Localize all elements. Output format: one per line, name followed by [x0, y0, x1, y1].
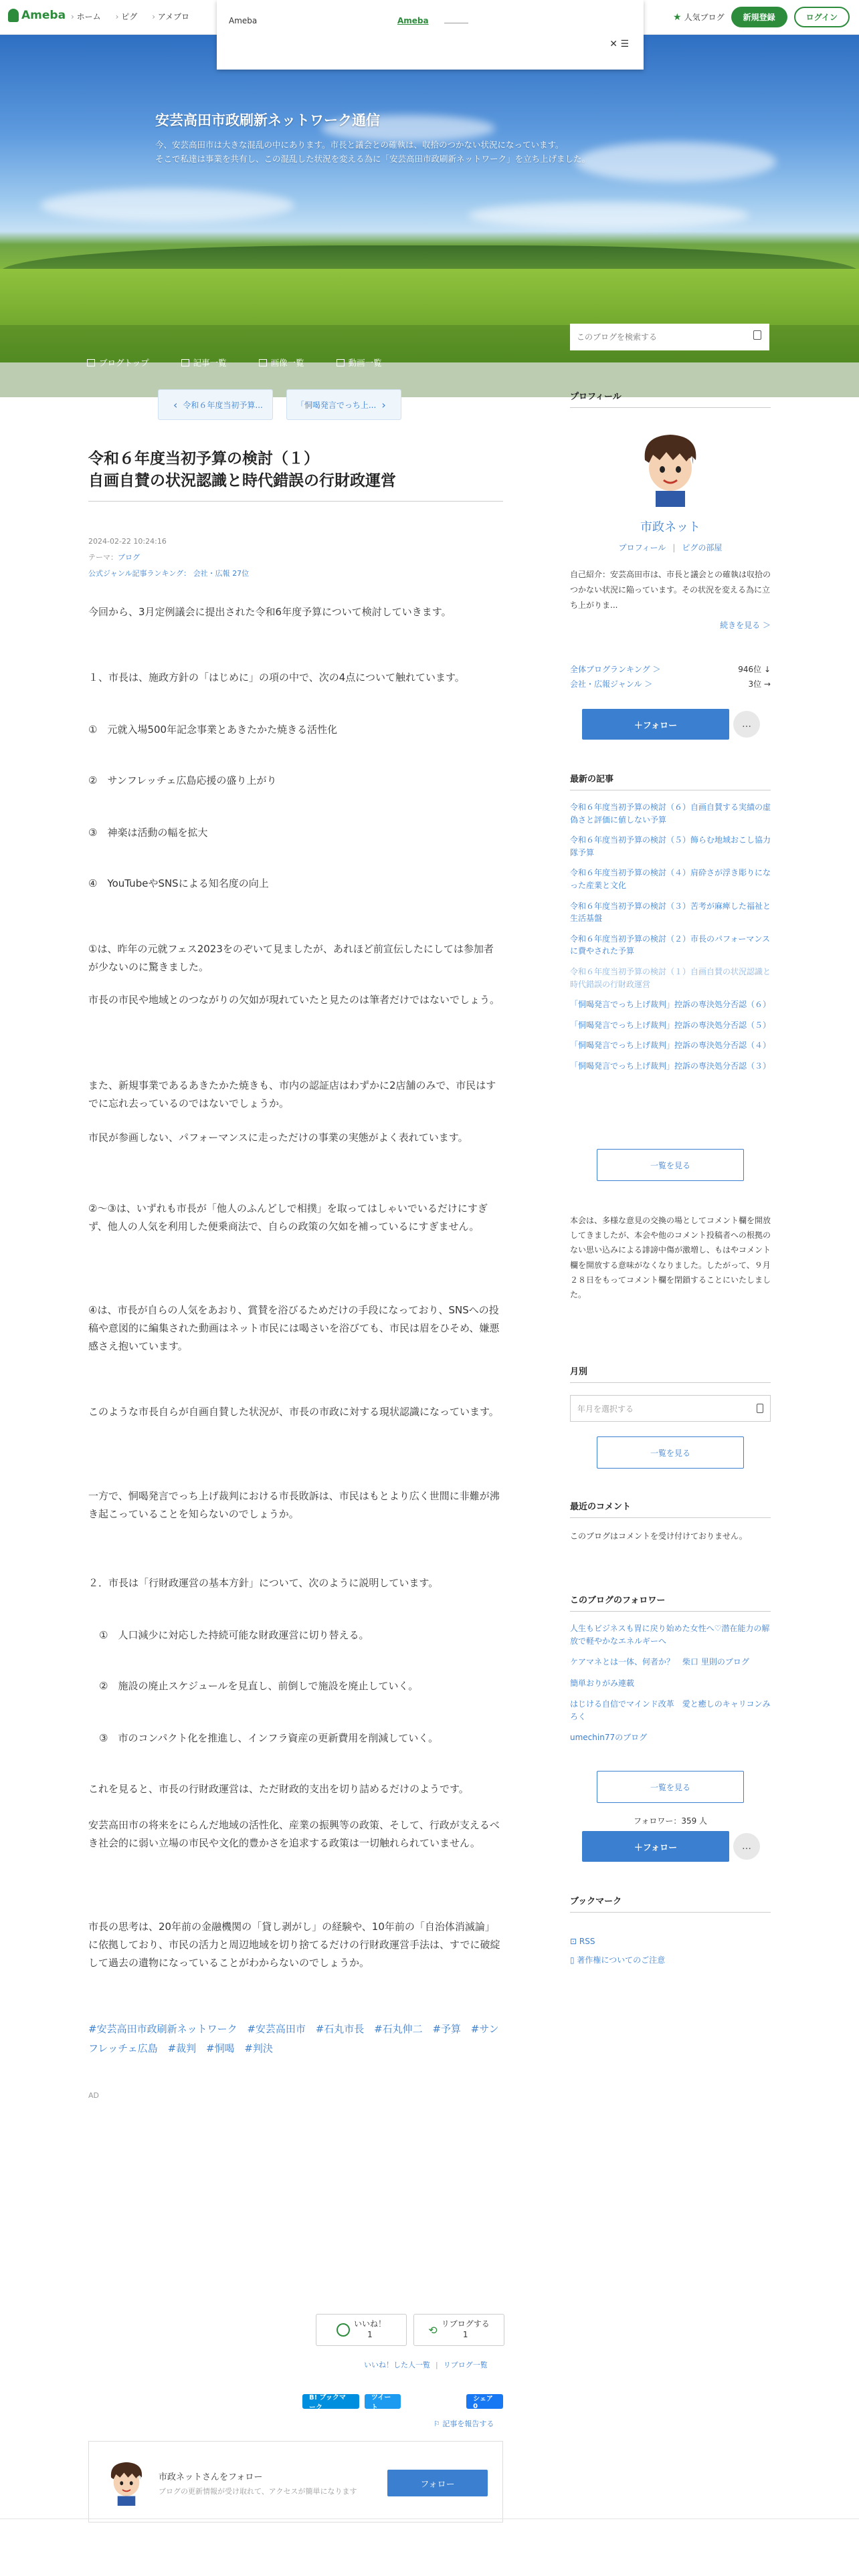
- nav-label: 画像一覧: [270, 358, 304, 368]
- followers-heading: このブログのフォロワー: [570, 1593, 771, 1612]
- liked-users-link[interactable]: いいね！した人一覧: [364, 2361, 430, 2369]
- article-date: 2024-02-22 10:24:16: [88, 537, 167, 546]
- next-article-label: 「恫喝発言でっち上...: [296, 400, 377, 410]
- month-select-placeholder: 年月を選択する: [577, 1404, 634, 1414]
- logo-text: Ameba: [21, 9, 66, 22]
- nav-blog-top[interactable]: [87, 356, 149, 368]
- chevron-left-icon: ‹: [173, 398, 178, 411]
- author-avatar: [105, 2459, 148, 2506]
- more-options-icon-secondary[interactable]: …: [733, 1833, 760, 1860]
- smile-icon: [337, 2323, 350, 2337]
- paragraph: ③ 市のコンパクト化を推進し、インフラ資産の更新費用を削減していく。: [99, 1732, 439, 1744]
- recent-articles-heading: 最新の記事: [570, 772, 771, 790]
- like-count: 1: [367, 2330, 373, 2339]
- rss-icon: ⊡: [570, 1937, 579, 1946]
- nav-ameblo[interactable]: › アメブロ: [152, 11, 189, 22]
- hashtag-link[interactable]: #裁判: [167, 2042, 197, 2054]
- list-icon: [181, 359, 189, 366]
- prev-article-button[interactable]: [158, 389, 273, 420]
- link-separator: |: [436, 2361, 438, 2369]
- recent-article-link[interactable]: 令和６年度当初予算の検討（４）肩砕さが浮き彫りになった産業と文化: [570, 868, 771, 890]
- cloud-decoration: [40, 189, 294, 222]
- paragraph: ② 施設の廃止スケジュールを見直し、前倒しで施設を廃止していく。: [99, 1680, 419, 1692]
- hashtag-link[interactable]: #判決: [244, 2042, 273, 2054]
- article-meta: [88, 534, 249, 582]
- like-button[interactable]: [316, 2314, 407, 2346]
- report-article-link[interactable]: [434, 2418, 494, 2429]
- global-nav: [71, 11, 189, 22]
- reblog-icon: ⟲: [428, 2323, 438, 2337]
- profile-more-link[interactable]: 続きを見る ＞: [720, 621, 771, 630]
- signup-button[interactable]: 新規登録: [731, 7, 787, 27]
- reaction-links: [364, 2359, 488, 2370]
- paragraph: このような市長自らが自画自賛した状況が、市長の市政に対する現状認識になっています。: [88, 1406, 499, 1418]
- recent-article-current[interactable]: 令和６年度当初予算の検討（１）自画自賛の状況認識と時代錯誤の行財政運営: [570, 966, 771, 989]
- recent-article-link[interactable]: 令和６年度当初予算の検討（３）苦考が麻痺した福祉と生活基盤: [570, 901, 771, 924]
- blog-header: [0, 35, 859, 368]
- recent-article-link[interactable]: 「恫喝発言でっち上げ裁判」控訴の専決処分否認（３）: [570, 1061, 771, 1071]
- copyright-link[interactable]: [570, 1954, 665, 1965]
- dropdown-overlay: [217, 0, 644, 70]
- monthly-list-more-button[interactable]: 一覧を見る: [597, 1436, 744, 1469]
- nav-label: 記事一覧: [193, 358, 227, 368]
- recent-article-link[interactable]: 令和６年度当初予算の検討（２）市長のパフォーマンスに費やされた予算: [570, 934, 771, 956]
- followers-list: [570, 1622, 771, 1752]
- theme-label: テーマ：: [88, 553, 118, 562]
- hashtag-link[interactable]: #サンフレッチェ広島: [88, 2023, 499, 2054]
- paragraph: ２．市長は「行財政運営の基本方針」について、次のように説明しています。: [88, 1577, 439, 1589]
- link-separator: |: [672, 543, 676, 552]
- follower-blog-link[interactable]: 人生もビジネスも胃に戻り始めた女性へ♡潜在能力の解放で軽やかなエネルギーへ: [570, 1624, 770, 1646]
- prev-article-label: 令和６年度当初予算...: [183, 400, 263, 410]
- recent-article-link[interactable]: 「恫喝発言でっち上げ裁判」控訴の専決処分否認（５）: [570, 1020, 771, 1030]
- pigg-room-link[interactable]: ピグの部屋: [682, 543, 723, 552]
- rss-label: RSS: [579, 1937, 595, 1946]
- nav-label: 動画一覧: [348, 358, 382, 368]
- followers-more-button[interactable]: 一覧を見る: [597, 1771, 744, 1803]
- login-button[interactable]: ログイン: [794, 7, 850, 27]
- ranking-value: 3位 →: [748, 679, 771, 689]
- hashtag-link[interactable]: #予算: [432, 2023, 462, 2035]
- paragraph: １、市長は、施政方針の「はじめに」の項の中で、次の4点について触れています。: [88, 671, 465, 683]
- recent-comments-text: このブログはコメントを受け付けておりません。: [570, 1531, 747, 1541]
- image-icon: [259, 359, 267, 366]
- follower-count: フォロワー：359 人: [633, 1816, 708, 1826]
- paragraph: ② サンフレッチェ広島応援の盛り上がり: [88, 774, 277, 786]
- paragraph: 今回から、3月定例議会に提出された令和6年度予算について検討していきます。: [88, 606, 452, 618]
- paragraph: 市民が参画しない、パフォーマンスに走っただけの事業の実態がよく表れています。: [88, 1132, 468, 1144]
- topbar-actions: [673, 7, 850, 27]
- copyright-label: 著作権についてのご注意: [577, 1955, 666, 1965]
- like-label: いいね！: [353, 2319, 386, 2329]
- profile-avatar[interactable]: [636, 429, 705, 507]
- chevron-down-icon: [757, 1404, 763, 1413]
- paragraph: ④ YouTubeやSNSによる知名度の向上: [88, 877, 269, 889]
- paragraph: 市長の思考は、20年前の金融機関の「貸し剥がし」の経験や、10年前の「自治体消滅論」に依拠しており、市民の活力と周辺地域を切り捨てるだけの行財政運営手法は、すでに破綻して過去の遺物になっていることがわからないのでしょうか。: [88, 1921, 500, 1969]
- ranking-label[interactable]: 公式ジャンル記事ランキング：: [88, 569, 191, 578]
- ranking-label: 全体ブログランキング ＞: [570, 665, 661, 674]
- paragraph: これを見ると、市長の行財政運営は、ただ財政的支出を切り詰めるだけのようです。: [88, 1783, 469, 1795]
- popular-blog-link[interactable]: [673, 11, 725, 23]
- paragraph: ②〜③は、いずれも市長が「他人のふんどしで相撲」を取ってはしゃいでいるだけにすぎず、他人の人気を利用した便乗商法で、自らの政策の欠如を補っているにすぎません。: [88, 1202, 488, 1232]
- overall-ranking-row[interactable]: [570, 663, 771, 675]
- paragraph: 市長の市民や地域とのつながりの欠如が現れていたと見たのは筆者だけではないでしょう。: [88, 994, 500, 1006]
- nav-pigg[interactable]: › ピグ: [116, 11, 138, 22]
- title-line: 令和６年度当初予算の検討（１）: [88, 450, 319, 467]
- recent-articles-list: [570, 801, 771, 1081]
- recent-article-link[interactable]: 令和６年度当初予算の検討（６）自画自賛する実績の虚偽さと評価に値しない予算: [570, 802, 771, 825]
- hashtag-link[interactable]: #恫喝: [205, 2042, 235, 2054]
- recent-comments-heading: 最近のコメント: [570, 1499, 771, 1518]
- share-row: [302, 2394, 503, 2409]
- blog-desc-line: 今、安芸高田市は大きな混乱の中にあります。市長と議会との確執は、収拾のつかない状況になっています。: [155, 140, 564, 150]
- blog-description: [155, 138, 690, 167]
- theme-link[interactable]: ブログ: [118, 553, 140, 562]
- book-icon: ▯: [570, 1955, 577, 1965]
- profile-name[interactable]: 市政ネット: [640, 520, 700, 534]
- monthly-heading: 月別: [570, 1364, 771, 1383]
- article-pager: [158, 389, 401, 420]
- profile-heading: プロフィール: [570, 389, 771, 408]
- reaction-row: [316, 2314, 504, 2346]
- paragraph: ④は、市長が自らの人気をあおり、賞賛を浴びるためだけの手段になっており、SNSへの投稿や意図的に編集された動画はネット市民には喝さいを浴びても、市民は眉をひそめ、嫌悪感さえ抱いています。: [88, 1304, 500, 1352]
- follower-blog-link[interactable]: umechin77のブログ: [570, 1733, 648, 1743]
- close-icon[interactable]: ✕ ☰: [609, 39, 629, 49]
- profile-links: [570, 542, 771, 553]
- blog-desc-line: そこで私達は事業を共有し、この混乱した状況を変える為に「安芸高田市政刷新ネットワーク」を立ち上げました。: [155, 154, 591, 165]
- blog-title[interactable]: 安芸高田市政刷新ネットワーク通信: [155, 112, 380, 128]
- hashtag-list: [88, 2020, 503, 2058]
- follow-card-subtext: ブログの更新情報が受け取れて、アクセスが簡単になります: [159, 2487, 357, 2496]
- reblog-count: 1: [462, 2330, 468, 2339]
- flag-icon: ⚐: [434, 2420, 443, 2428]
- recent-article-link[interactable]: 「恫喝発言でっち上げ裁判」控訴の専決処分否認（４）: [570, 1041, 771, 1051]
- title-line: 自画自賛の状況認識と時代錯誤の行財政運営: [88, 472, 396, 490]
- tweet-button[interactable]: ツイート: [365, 2394, 401, 2409]
- follow-card-name: 市政ネットさんをフォロー: [159, 2472, 263, 2482]
- paragraph: ① 元就入場500年記念事業とあきたかた焼きる活性化: [88, 724, 338, 736]
- ranking-label: 会社・広報ジャンル ＞: [570, 679, 653, 689]
- paragraph: ①は、昨年の元就フェス2023をのぞいて見ましたが、あれほど前宣伝したにしては参加者が少ないのに驚きました。: [88, 943, 494, 973]
- nav-home[interactable]: › ホーム: [71, 11, 101, 22]
- reblog-button[interactable]: [413, 2314, 504, 2346]
- article-title: [88, 448, 503, 502]
- genre-ranking-row[interactable]: [570, 678, 771, 689]
- ad-label: AD: [88, 2091, 99, 2100]
- comment-policy-notice: 本会は、多様な意見の交換の場としてコメント欄を開放してきましたが、本会や他のコメント投稿者への根拠のない思い込みによる誹謗中傷が激増し、もはやコメント欄を開放する意味がなくなりました。したがって、９月２８日をもってコメント欄を閉鎖することにいたしました。: [570, 1216, 771, 1299]
- follower-blog-link[interactable]: はじける自信でマインド改革 愛と癒しのキャリコンみろく: [570, 1699, 771, 1721]
- ranking-value[interactable]: 27位: [232, 569, 250, 578]
- recent-article-link[interactable]: 「恫喝発言でっち上げ裁判」控訴の専決処分否認（６）: [570, 1000, 771, 1010]
- paragraph: 一方で、恫喝発言でっち上げ裁判における市長敗訴は、市民はもとより広く世間に非難が沸き起こっていることを知らないのでしょうか。: [88, 1490, 500, 1520]
- hashtag-link[interactable]: #安芸高田市政刷新ネットワーク: [88, 2023, 237, 2035]
- nav-image-list[interactable]: [259, 356, 304, 368]
- follower-blog-link[interactable]: 簡単おりがみ連載: [570, 1678, 635, 1688]
- nav-article-list[interactable]: [181, 356, 227, 368]
- popular-blog-label: 人気ブログ: [684, 13, 725, 22]
- ranking-value: 946位 ↓: [738, 665, 771, 674]
- profile-link[interactable]: プロフィール: [618, 543, 666, 552]
- reblog-list-link[interactable]: リブログ一覧: [443, 2361, 488, 2369]
- hatena-bookmark-button[interactable]: B! ブックマーク: [302, 2394, 359, 2409]
- recent-article-link[interactable]: 令和６年度当初予算の検討（５）飾らむ地域おこし協力隊予算: [570, 835, 771, 857]
- more-options-icon[interactable]: …: [733, 711, 760, 738]
- hashtag-link[interactable]: #安芸高田市: [247, 2023, 306, 2035]
- paragraph: また、新規事業であるあきたかた焼きも、市内の認証店はわずかに2店舗のみで、市民はすでに忘れ去っているのではないでしょうか。: [88, 1079, 496, 1109]
- tree-line: [0, 245, 859, 272]
- bookmark-heading: ブックマーク: [570, 1894, 771, 1913]
- ameba-logo-icon: [8, 9, 19, 22]
- nav-label: ブログトップ: [99, 358, 149, 368]
- rss-link[interactable]: [570, 1937, 595, 1946]
- crown-icon: ★: [673, 11, 682, 23]
- follow-button[interactable]: ＋フォロー: [582, 709, 729, 740]
- paragraph: ③ 神楽は活動の幅を拡大: [88, 827, 208, 839]
- follow-card-button[interactable]: フォロー: [387, 2470, 488, 2496]
- reblog-label: リブログする: [441, 2319, 490, 2329]
- dropdown-brand-link[interactable]: Ameba: [397, 16, 429, 25]
- follow-button-secondary[interactable]: ＋フォロー: [582, 1831, 729, 1862]
- next-article-button[interactable]: [286, 389, 401, 420]
- nav-video-list[interactable]: [337, 356, 382, 368]
- blog-search-input[interactable]: [570, 324, 769, 350]
- paragraph: ① 人口減少に対応した持続可能な財政運営に切り替える。: [99, 1629, 369, 1641]
- paragraph: 安芸高田市の将来をにらんだ地域の活性化、産業の振興等の政策、そして、行政が支えるべき社会的に弱い立場の市民や文化的豊かさを追求する政策は一切触れられていません。: [88, 1819, 500, 1849]
- home-icon: [87, 359, 95, 366]
- report-label: 記事を報告する: [442, 2420, 494, 2428]
- facebook-share-button[interactable]: シェア 0: [466, 2394, 503, 2409]
- ranking-genre[interactable]: 会社・広報: [193, 569, 230, 578]
- cloud-decoration: [468, 202, 749, 229]
- month-select[interactable]: [570, 1395, 771, 1422]
- follow-card: [88, 2441, 503, 2523]
- profile-intro: 自己紹介：安芸高田市は、市長と議会との確執は収拾のつかない状況に陥っています。その状況を変える為に立ち上がりま...: [570, 570, 771, 610]
- video-icon: [337, 359, 345, 366]
- footer-divider: [0, 2518, 859, 2519]
- ameba-logo[interactable]: [8, 9, 66, 22]
- search-icon[interactable]: [753, 330, 761, 340]
- dropdown-brand: Ameba: [229, 16, 258, 25]
- follower-blog-link[interactable]: ケアマネとは一体、何者か？ 柴口 里則のブログ: [570, 1657, 749, 1667]
- hashtag-link[interactable]: #石丸市長: [315, 2023, 365, 2035]
- hashtag-link[interactable]: #石丸伸二: [374, 2023, 423, 2035]
- recent-list-more-button[interactable]: 一覧を見る: [597, 1149, 744, 1181]
- chevron-right-icon: ›: [381, 398, 386, 411]
